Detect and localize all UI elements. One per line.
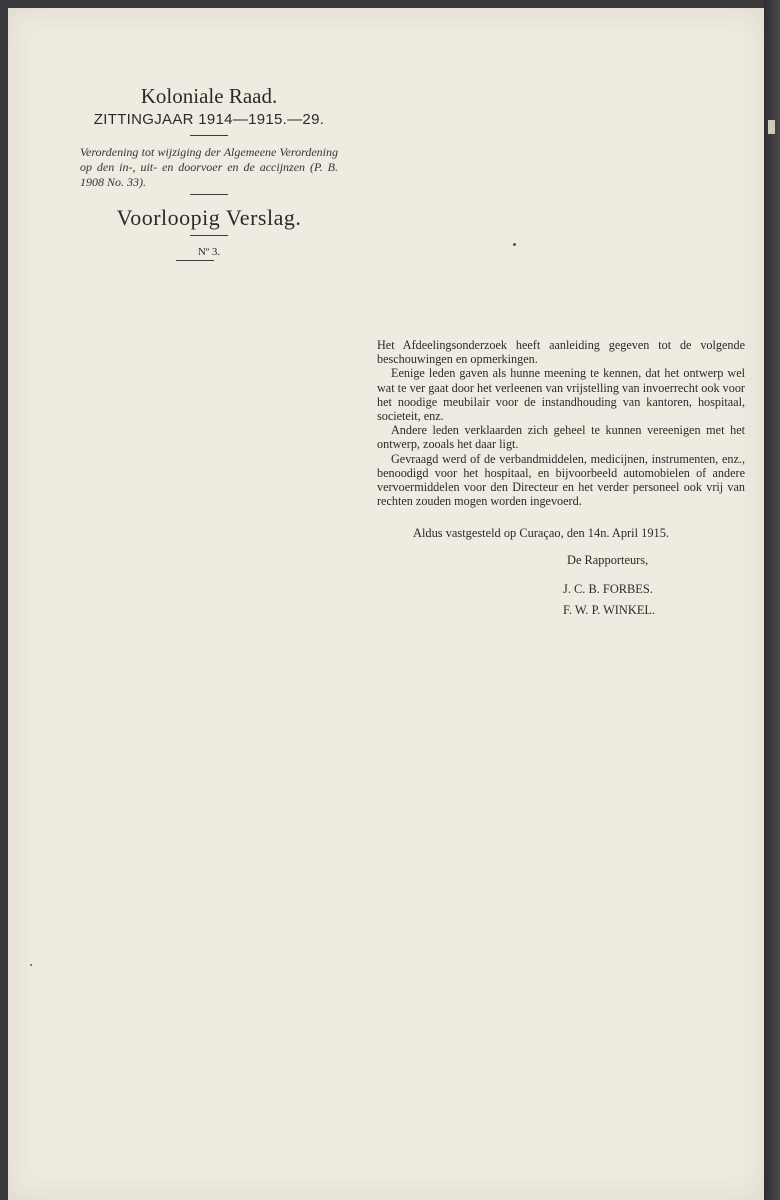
report-number: Nº 3. [197, 246, 221, 258]
divider [190, 135, 228, 136]
divider [176, 260, 214, 261]
body-paragraph: Het Afdeelingsonderzoek heeft aanleiding gegeven tot de volgende beschouwingen en opmerkingen. [377, 338, 745, 367]
scan-edge-mark [768, 120, 775, 134]
paper-speck [30, 964, 32, 966]
session-year: ZITTINGJAAR 1914—1915.—29. [93, 111, 325, 128]
body-paragraph: Andere leden verklaarden zich geheel te kunnen vereenigen met het ontwerp, zooals het daar ligt. [377, 423, 745, 452]
divider [190, 194, 228, 195]
signatory-forbes: J. C. B. FORBES. [563, 582, 653, 596]
scan-edge [764, 0, 780, 1200]
place-date: Aldus vastgesteld op Curaçao, den 14n. April 1915. [413, 526, 670, 540]
signatory-winkel: F. W. P. WINKEL. [563, 603, 656, 617]
paper-speck [513, 243, 516, 246]
report-body [377, 338, 745, 508]
body-paragraph: Gevraagd werd of de verbandmiddelen, medicijnen, instrumenten, enz., benoodigd voor het hospitaal, en bijvoorbeeld automobielen of andere vervoermiddelen voor den Directeur en het verder personeel ook vrij van rechten zouden mogen worden ingevoerd. [377, 451, 745, 509]
divider [190, 235, 228, 236]
report-subtitle: Voorloopig Verslag. [116, 205, 302, 230]
ordinance-description: Verordening tot wijziging der Algemeene Verordening op den in-, uit- en doorvoer en de accijnzen (P. B. 1908 No. 33). [80, 145, 338, 189]
council-title: Koloniale Raad. [140, 84, 278, 108]
rapporteurs-label: De Rapporteurs, [567, 553, 649, 567]
document-page [8, 8, 764, 1200]
body-paragraph: Eenige leden gaven als hunne meening te kennen, dat het ontwerp wel wat te ver gaat door het verleenen van vrijstelling van invoerrecht ook voor het noodige meubilair voor de instandhouding van kantoren, hospitaal, societeit, enz. [377, 366, 745, 424]
